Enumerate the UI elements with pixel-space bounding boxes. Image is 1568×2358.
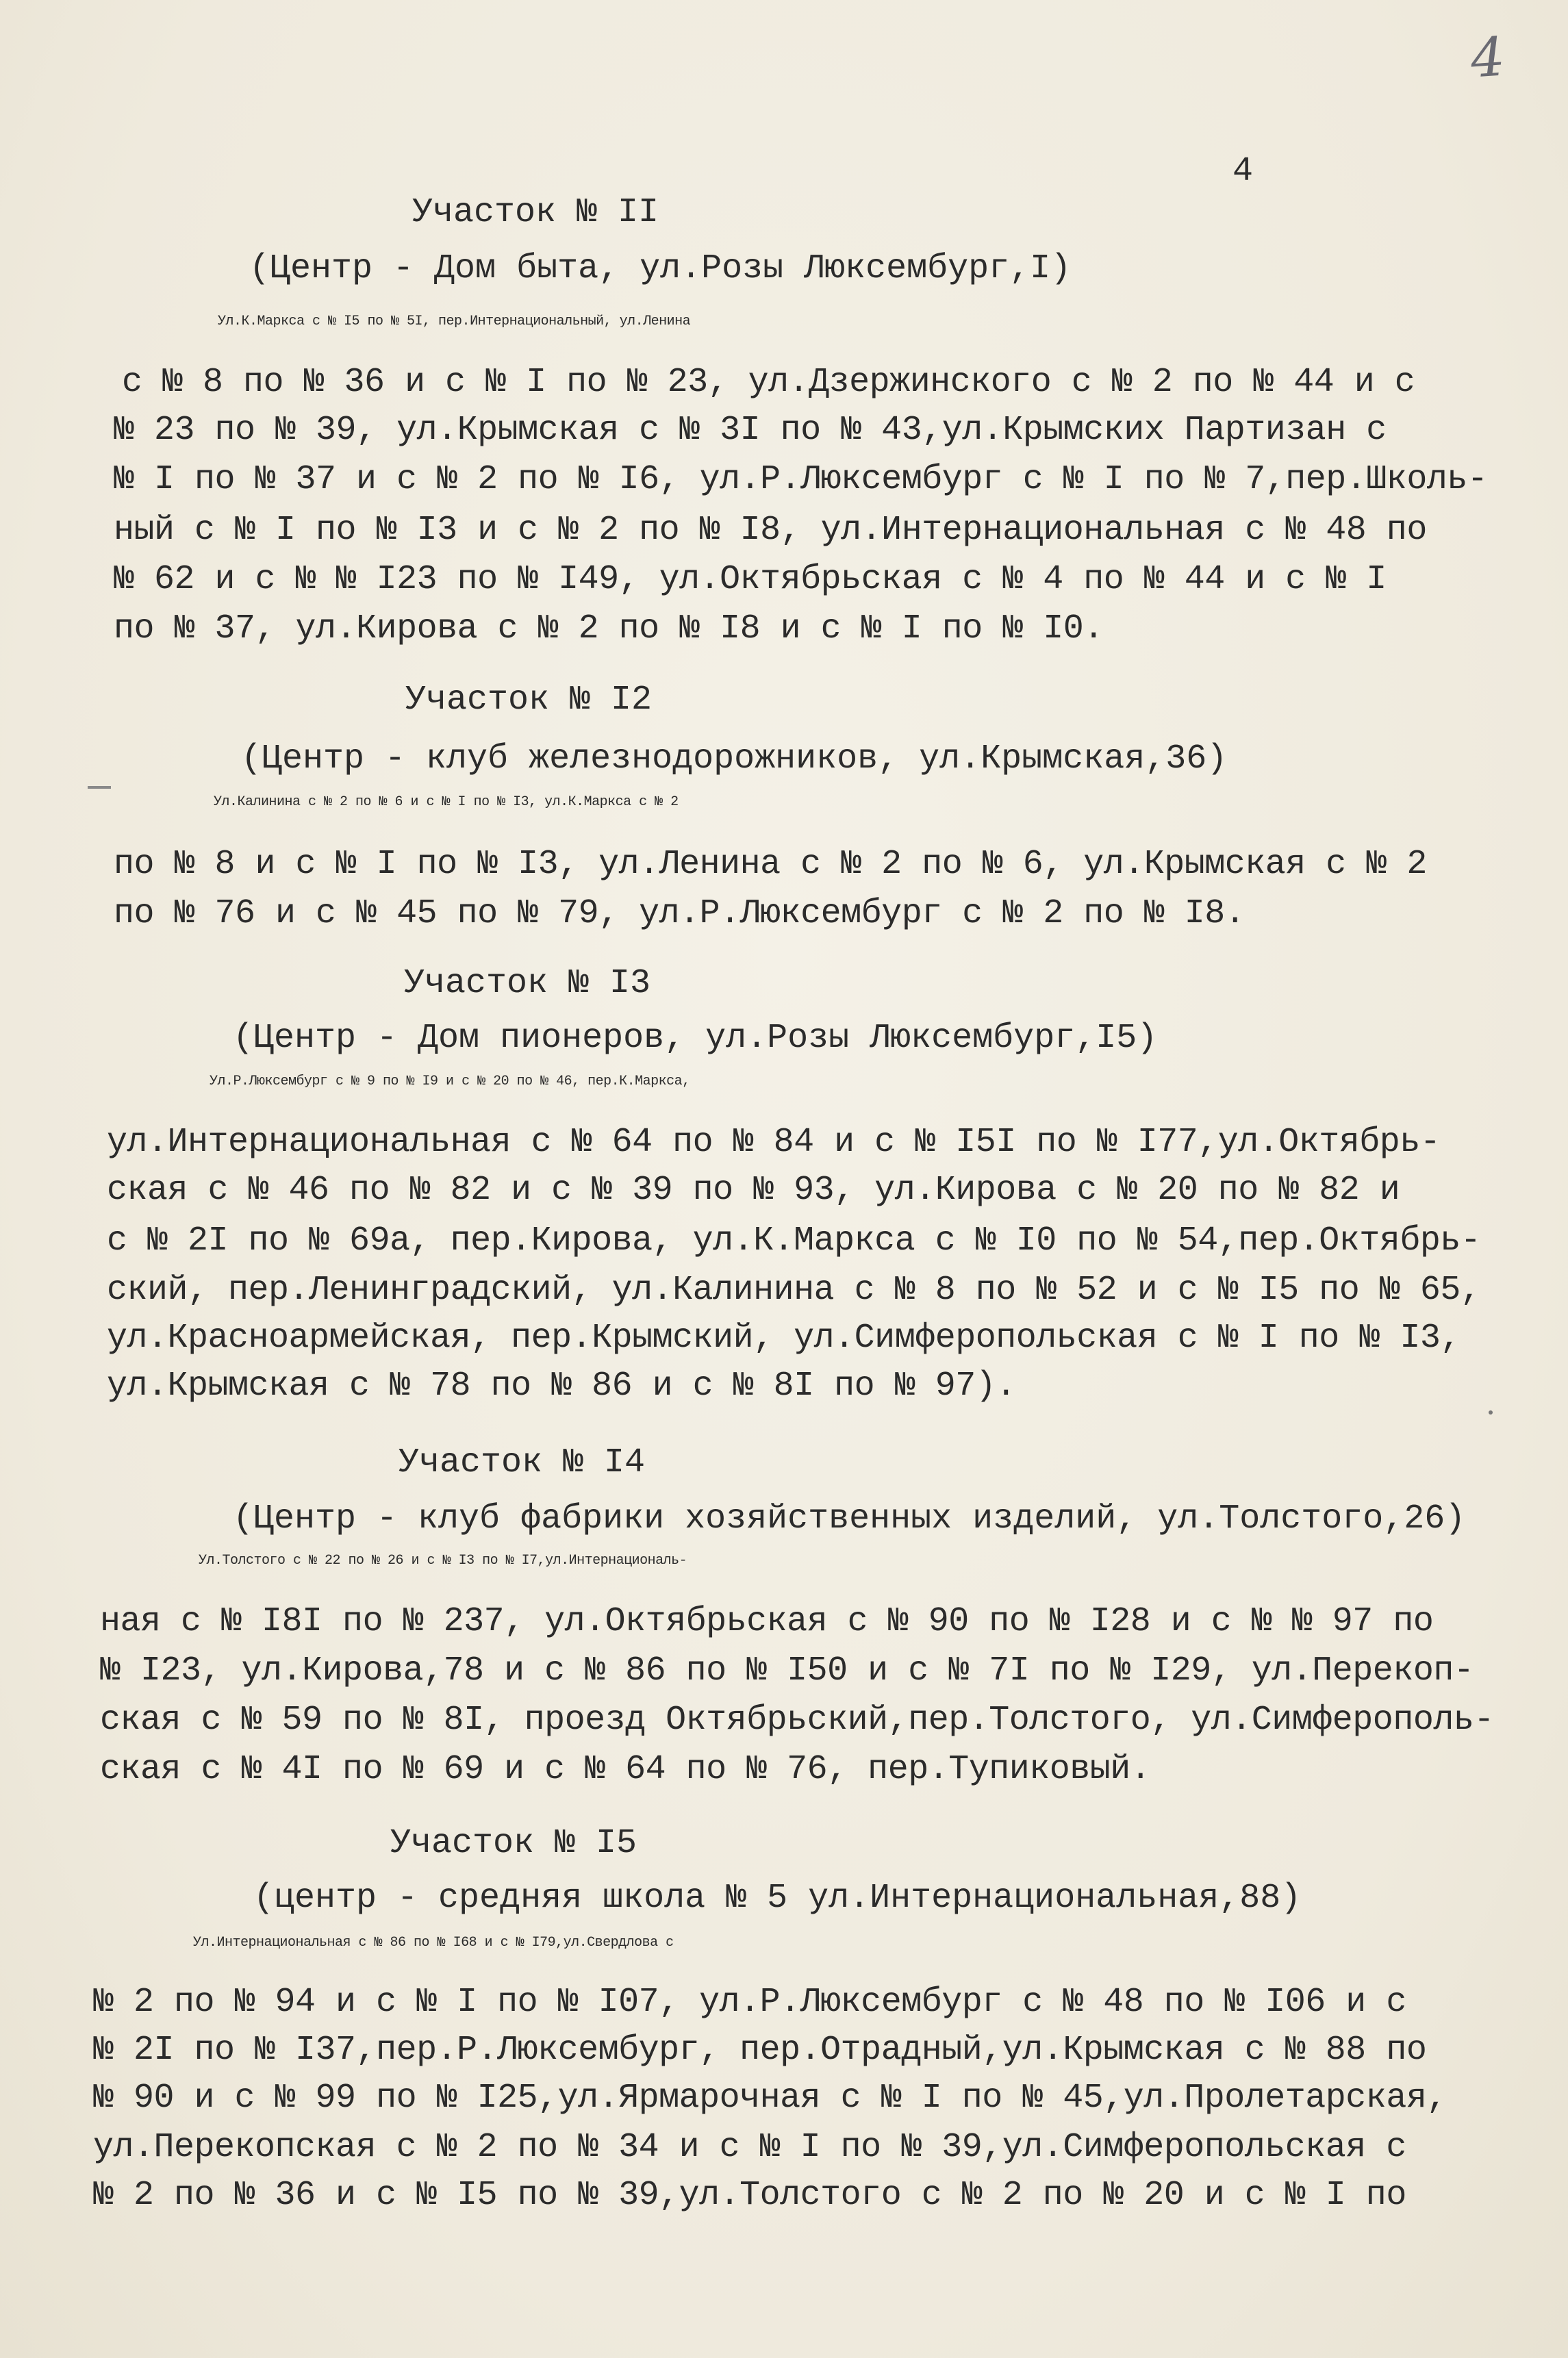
text-line: № 2I по № I37,пер.Р.Люксембург, пер.Отрадный,ул.Крымская с № 88 по bbox=[93, 2031, 1427, 2070]
text-line: ская с № 4I по № 69 и с № 64 по № 76, пер.Тупиковый. bbox=[100, 1750, 1151, 1789]
text-line: ская с № 46 по № 82 и с № 39 по № 93, ул.Кирова с № 20 по № 82 и bbox=[107, 1171, 1400, 1210]
text-line: ский, пер.Ленинградский, ул.Калинина с № 8 по № 52 и с № I5 по № 65, bbox=[107, 1271, 1481, 1310]
section-center: (центр - средняя школа № 5 ул.Интернациональная,88) bbox=[253, 1879, 1302, 1918]
text-line: № 23 по № 39, ул.Крымская с № 3I по № 43,ул.Крымских Партизан с bbox=[114, 411, 1387, 450]
section-title: Участок № II bbox=[412, 193, 659, 232]
archive-page-number: 4 bbox=[1468, 26, 1507, 90]
text-line: ная с № I8I по № 237, ул.Октябрьская с № 90 по № I28 и с № № 97 по bbox=[100, 1602, 1434, 1641]
text-line: по № 8 и с № I по № I3, ул.Ленина с № 2 по № 6, ул.Крымская с № 2 bbox=[114, 845, 1427, 884]
text-line: по № 76 и с № 45 по № 79, ул.Р.Люксембург с № 2 по № I8. bbox=[114, 894, 1245, 933]
text-line: по № 37, ул.Кирова с № 2 по № I8 и с № I по № I0. bbox=[114, 609, 1104, 648]
text-line: с № 2I по № 69а, пер.Кирова, ул.К.Маркса с № I0 по № 54,пер.Октябрь- bbox=[107, 1221, 1481, 1260]
text-line: ный с № I по № I3 и с № 2 по № I8, ул.Интернациональная с № 48 по bbox=[114, 511, 1427, 550]
text-line: с № 8 по № 36 и с № I по № 23, ул.Дзержинского с № 2 по № 44 и с bbox=[122, 363, 1415, 402]
margin-mark bbox=[88, 786, 111, 789]
ink-dot bbox=[1489, 1410, 1493, 1415]
text-line: Ул.Калинина с № 2 по № 6 и с № I по № I3, ул.К.Маркса с № 2 bbox=[214, 794, 679, 810]
text-line: ул.Крымская с № 78 по № 86 и с № 8I по № 97). bbox=[107, 1367, 1016, 1406]
text-line: Ул.Толстого с № 22 по № 26 и с № I3 по № I7,ул.Интернациональ- bbox=[199, 1553, 687, 1569]
text-line: ул.Красноармейская, пер.Крымский, ул.Симферопольская с № I по № I3, bbox=[107, 1319, 1460, 1358]
text-line: Ул.К.Маркса с № I5 по № 5I, пер.Интернациональный, ул.Ленина bbox=[218, 314, 691, 329]
section-center: (Центр - Дом быта, ул.Розы Люксембург,I) bbox=[249, 249, 1072, 288]
text-line: № 2 по № 36 и с № I5 по № 39,ул.Толстого с № 2 по № 20 и с № I по bbox=[93, 2176, 1406, 2215]
section-center: (Центр - Дом пионеров, ул.Розы Люксембург,I5) bbox=[233, 1019, 1158, 1058]
text-line: Ул.Интернациональная с № 86 по № I68 и с № I79,ул.Свердлова с bbox=[193, 1935, 674, 1951]
text-line: ул.Интернациональная с № 64 по № 84 и с № I5I по № I77,ул.Октябрь- bbox=[107, 1123, 1441, 1162]
text-line: № I23, ул.Кирова,78 и с № 86 по № I50 и с № 7I по № I29, ул.Перекоп- bbox=[100, 1651, 1474, 1690]
text-line: Ул.Р.Люксембург с № 9 по № I9 и с № 20 по № 46, пер.К.Маркса, bbox=[210, 1074, 690, 1089]
section-title: Участок № I2 bbox=[405, 681, 653, 720]
text-line: № 90 и с № 99 по № I25,ул.Ярмарочная с № I по № 45,ул.Пролетарская, bbox=[93, 2079, 1447, 2118]
text-line: ская с № 59 по № 8I, проезд Октябрьский,пер.Толстого, ул.Симферополь- bbox=[100, 1701, 1494, 1740]
text-line: № 2 по № 94 и с № I по № I07, ул.Р.Люксембург с № 48 по № I06 и с bbox=[93, 1983, 1406, 2022]
page-number: 4 bbox=[1232, 152, 1254, 191]
section-center: (Центр - клуб железнодорожников, ул.Крымская,36) bbox=[241, 739, 1228, 778]
section-title: Участок № I3 bbox=[404, 964, 651, 1003]
section-center: (Центр - клуб фабрики хозяйственных изделий, ул.Толстого,26) bbox=[233, 1499, 1466, 1538]
section-title: Участок № I4 bbox=[399, 1443, 646, 1482]
section-title: Участок № I5 bbox=[390, 1824, 637, 1863]
text-line: ул.Перекопская с № 2 по № 34 и с № I по № 39,ул.Симферопольская с bbox=[93, 2128, 1406, 2167]
text-line: № I по № 37 и с № 2 по № I6, ул.Р.Люксембург с № I по № 7,пер.Школь- bbox=[114, 460, 1488, 499]
text-line: № 62 и с № № I23 по № I49, ул.Октябрьская с № 4 по № 44 и с № I bbox=[114, 560, 1387, 599]
